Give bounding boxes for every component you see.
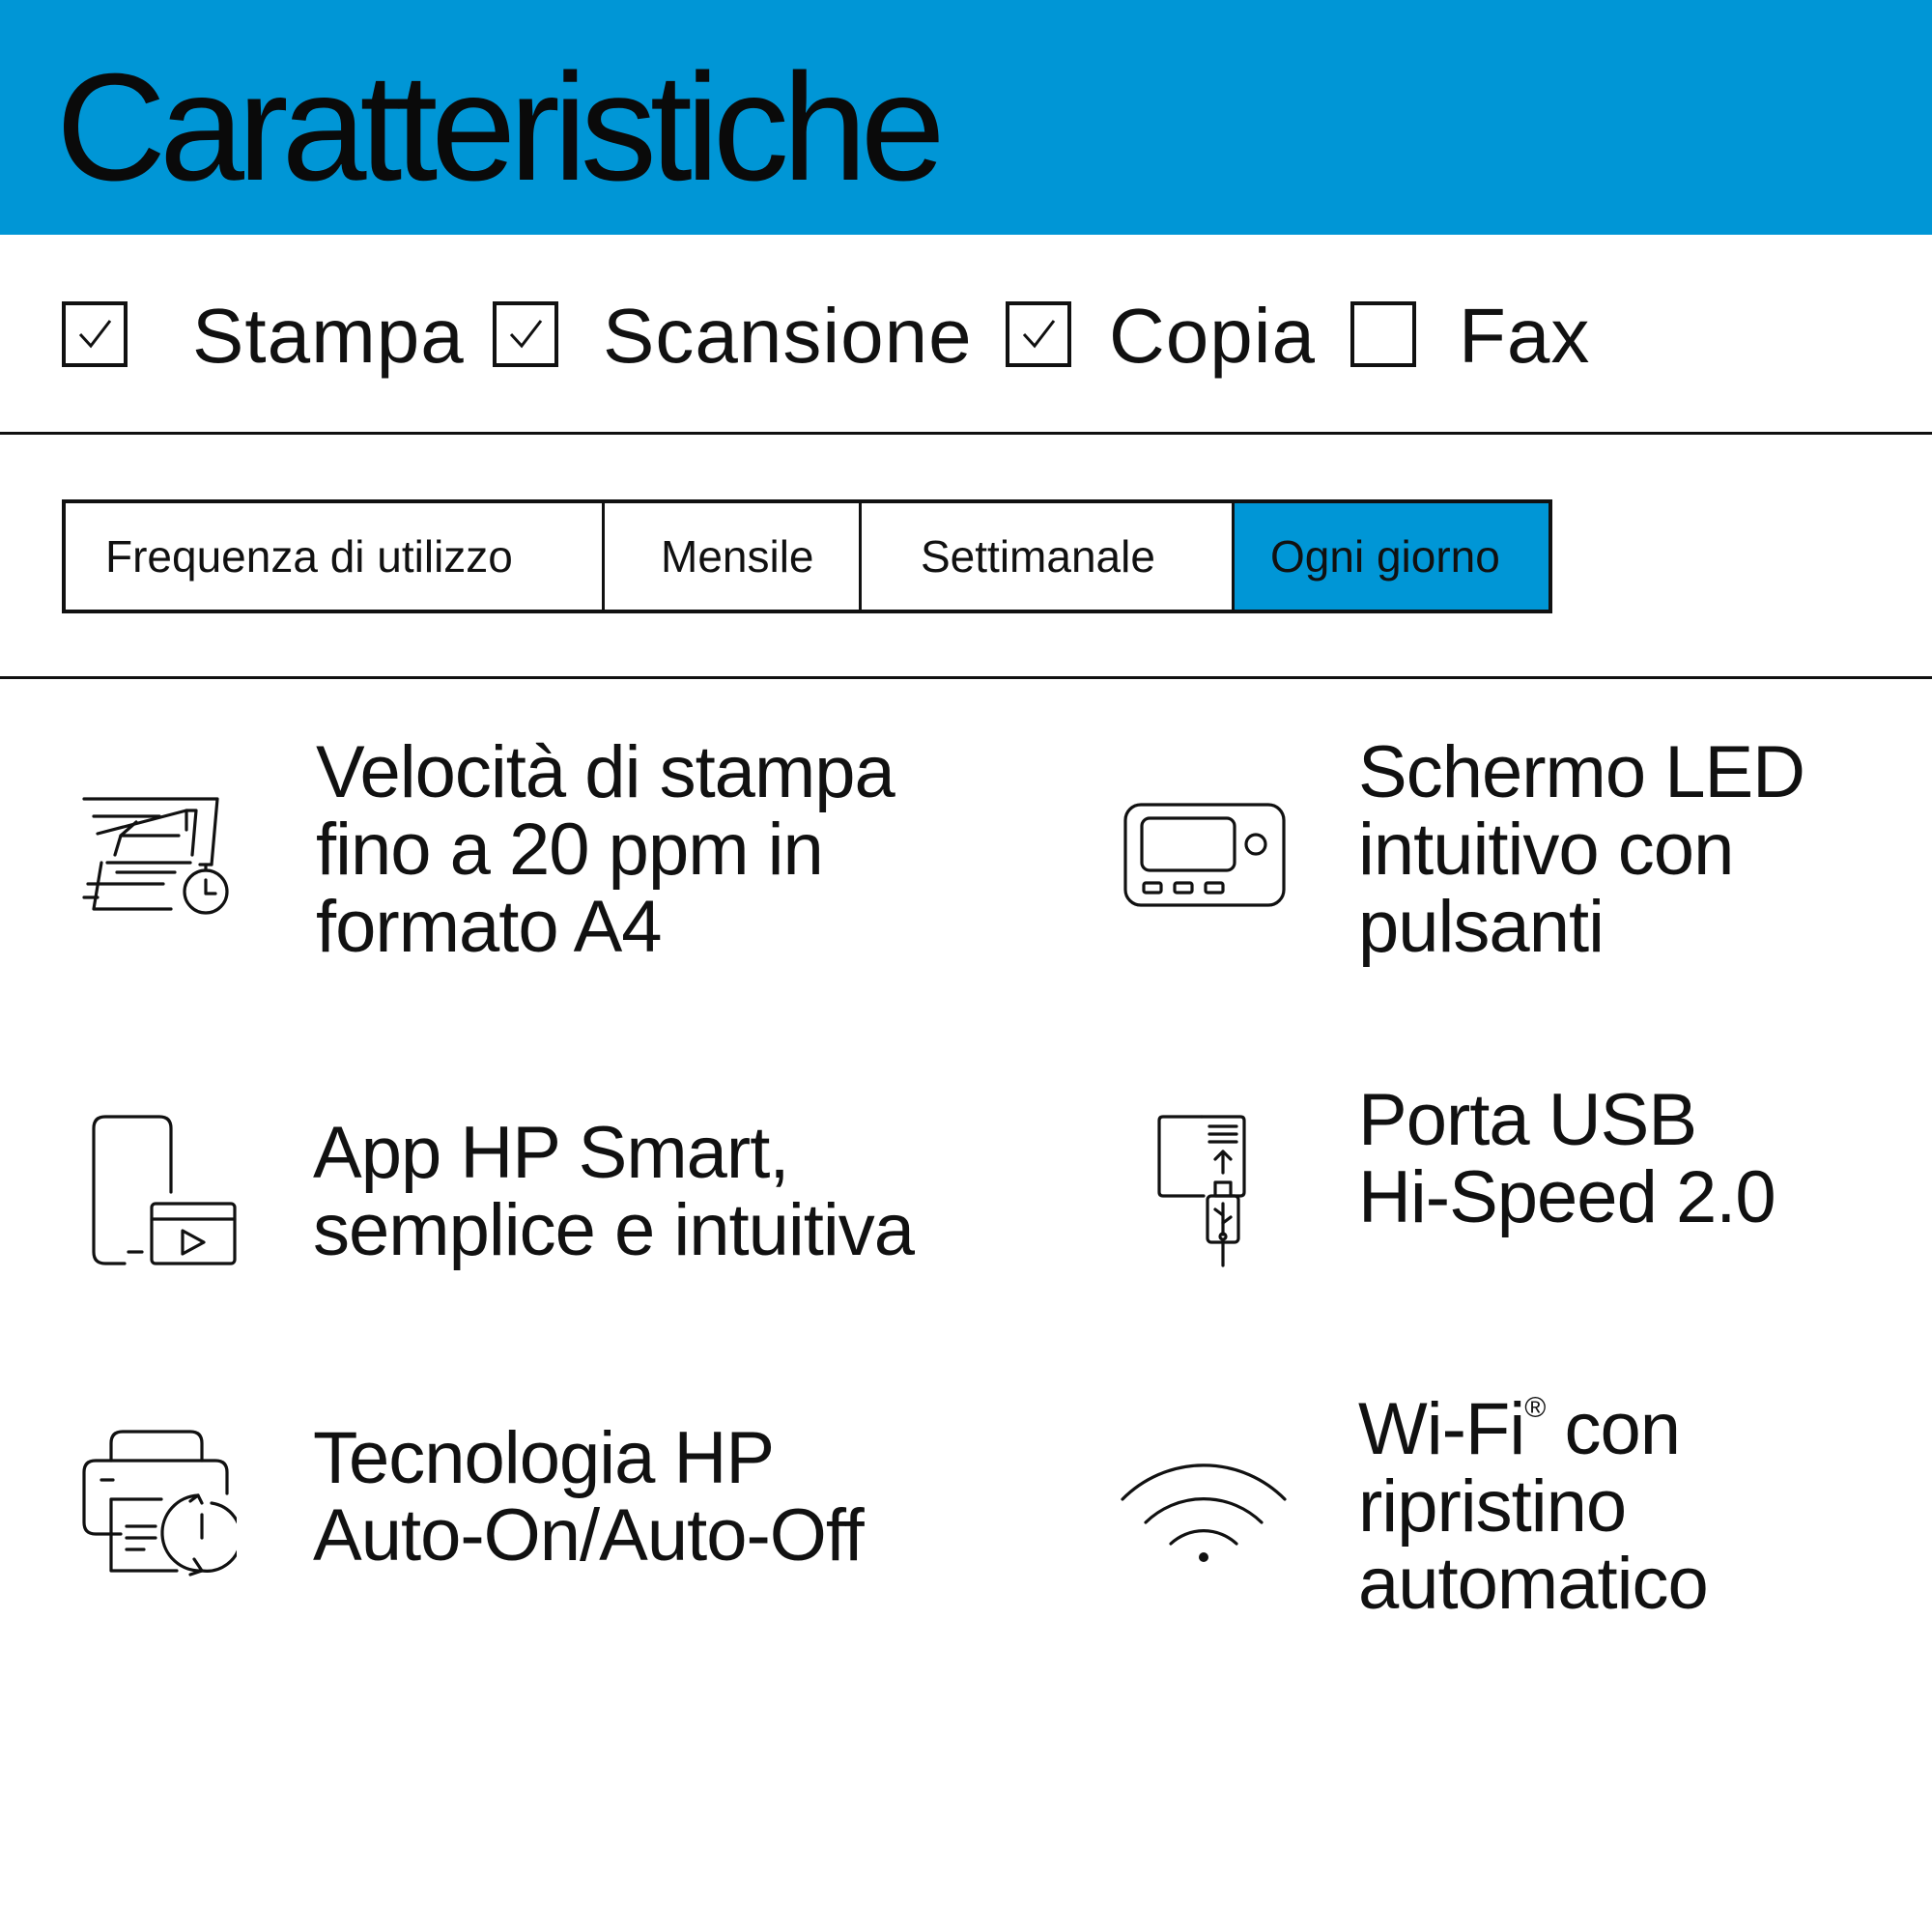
usb-port-icon [1157, 1115, 1254, 1269]
led-screen-icon [1122, 802, 1287, 908]
divider [0, 676, 1932, 679]
page-title: Caratteristiche [56, 43, 939, 213]
feature-text: Wi-Fi® con ripristino automatico [1358, 1388, 1708, 1625]
usage-frequency-scale [62, 499, 1552, 613]
usage-option-settimanale: Settimanale [862, 503, 1235, 610]
feature-text: Porta USB Hi-Speed 2.0 [1358, 1079, 1776, 1238]
function-label: Fax [1459, 293, 1591, 379]
feature-text: Tecnologia HP Auto-On/Auto-Off [313, 1417, 864, 1577]
checkbox-scansione [493, 301, 558, 367]
function-checklist [0, 290, 1932, 383]
divider [0, 432, 1932, 435]
function-label: Scansione [603, 293, 973, 379]
feature-text: Schermo LED intuitivo con pulsanti [1358, 731, 1805, 968]
function-label: Copia [1109, 293, 1317, 379]
checkmark-icon [506, 315, 545, 354]
registered-mark: ® [1524, 1392, 1546, 1424]
usage-option-mensile: Mensile [605, 503, 862, 610]
checkmark-icon [75, 315, 114, 354]
function-label: Stampa [192, 293, 465, 379]
checkmark-icon [1019, 315, 1058, 354]
feature-text: Velocità di stampa fino a 20 ppm in formato A4 [316, 731, 895, 968]
checkbox-stampa [62, 301, 128, 367]
checkbox-fax [1350, 301, 1416, 367]
usage-frequency-label: Frequenza di utilizzo [66, 503, 605, 610]
feature-text: App HP Smart, semplice e intuitiva [313, 1112, 915, 1271]
header-banner [0, 0, 1932, 235]
print-speed-icon [82, 787, 237, 923]
auto-on-off-icon [82, 1430, 237, 1584]
checkbox-copia [1006, 301, 1071, 367]
hp-smart-app-icon [92, 1115, 237, 1269]
usage-option-ogni-giorno-selected: Ogni giorno [1235, 503, 1548, 610]
wifi-icon [1119, 1459, 1289, 1565]
